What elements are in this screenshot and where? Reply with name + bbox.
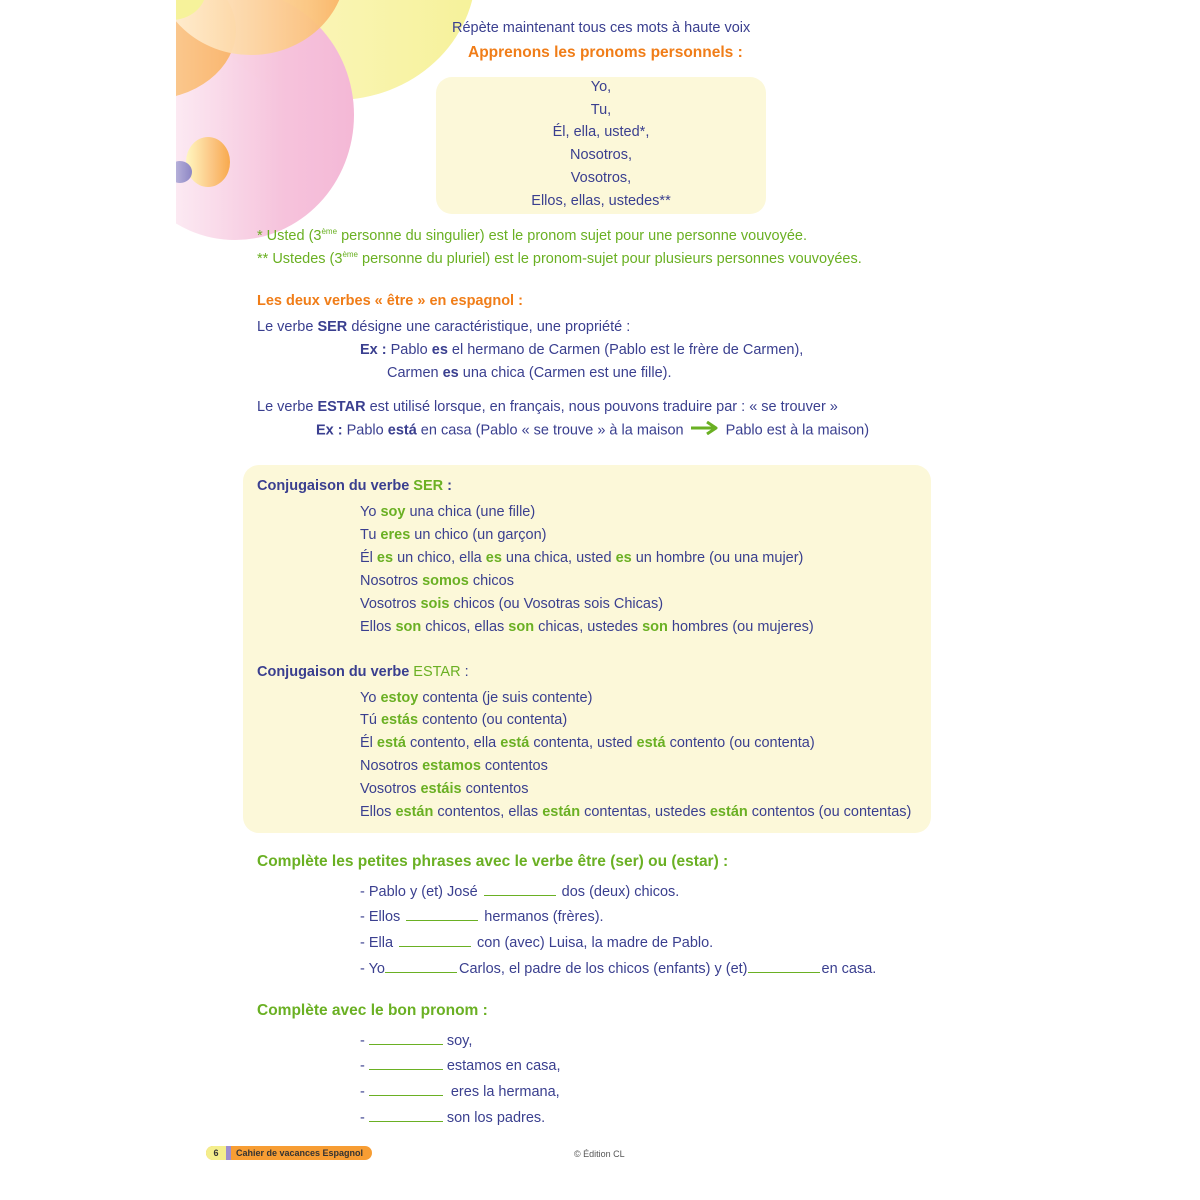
exercise1-item: - Yo Carlos, el padre de los chicos (enfants) y (et) en casa. bbox=[360, 961, 877, 977]
two-verbs-heading: Les deux verbes « être » en espagnol : bbox=[257, 293, 523, 309]
exercise1-item: - Ella con (avec) Luisa, la madre de Pablo. bbox=[360, 935, 714, 951]
conj-ser-line: Yo soy una chica (une fille) bbox=[360, 504, 536, 520]
ser-intro: Le verbe SER désigne une caractéristique, une propriété : bbox=[257, 319, 631, 335]
answer-blank[interactable] bbox=[369, 1032, 443, 1045]
estar-intro: Le verbe ESTAR est utilisé lorsque, en français, nous pouvons traduire par : « se trouver » bbox=[257, 399, 838, 415]
answer-blank[interactable] bbox=[369, 1109, 443, 1122]
answer-blank[interactable] bbox=[369, 1057, 443, 1070]
right-arrow-icon bbox=[690, 421, 720, 440]
answer-blank[interactable] bbox=[385, 960, 457, 973]
conj-estar-line: Tú estás contento (ou contenta) bbox=[360, 712, 568, 728]
exercise1-item: - Ellos hermanos (frères). bbox=[360, 909, 604, 925]
exercise2-item: - eres la hermana, bbox=[360, 1084, 560, 1100]
exercise2-heading: Complète avec le bon pronom : bbox=[257, 1002, 488, 1019]
decorative-bubble-small-orange bbox=[186, 137, 230, 187]
conj-ser-line: Él es un chico, ella es una chica, usted es un hombre (ou una mujer) bbox=[360, 550, 804, 566]
pronoun-line: Él, ella, usted*, bbox=[552, 124, 650, 140]
answer-blank[interactable] bbox=[484, 883, 556, 896]
exercise2-item: - soy, bbox=[360, 1033, 473, 1049]
exercise2-item: - son los padres. bbox=[360, 1110, 546, 1126]
conj-estar-line: Nosotros estamos contentos bbox=[360, 758, 548, 774]
exercise1-heading: Complète les petites phrases avec le verbe être (ser) ou (estar) : bbox=[257, 853, 729, 870]
footnote-ustedes: ** Ustedes (3ème personne du pluriel) est le pronom-sujet pour plusieurs personnes vouvoyées. bbox=[257, 250, 862, 267]
conj-ser-line: Nosotros somos chicos bbox=[360, 573, 514, 589]
answer-blank[interactable] bbox=[369, 1083, 443, 1096]
conj-estar-line: Vosotros estáis contentos bbox=[360, 781, 529, 797]
repeat-instruction: Répète maintenant tous ces mots à haute voix bbox=[452, 20, 751, 36]
pronoun-line: Nosotros, bbox=[569, 147, 633, 163]
footer-book-label bbox=[206, 1146, 372, 1160]
conjugation-box bbox=[243, 465, 931, 833]
conj-estar-line: Ellos están contentos, ellas están contentas, ustedes están contentos (ou contentas) bbox=[360, 804, 912, 820]
pronoun-line: Vosotros, bbox=[570, 170, 632, 186]
book-title: Cahier de vacances Espagnol bbox=[236, 1148, 364, 1158]
answer-blank[interactable] bbox=[406, 908, 478, 921]
conj-estar-title: Conjugaison du verbe ESTAR : bbox=[257, 664, 469, 680]
footnote-usted: * Usted (3ème personne du singulier) est le pronom sujet pour une personne vouvoyée. bbox=[257, 227, 807, 244]
conj-estar-line: Yo estoy contenta (je suis contente) bbox=[360, 690, 593, 706]
estar-example: Ex : Pablo está en casa (Pablo « se trouve » à la maison Pablo est à la maison) bbox=[316, 422, 870, 439]
conj-ser-line: Vosotros sois chicos (ou Vosotras sois Chicas) bbox=[360, 596, 664, 612]
conj-ser-line: Tu eres un chico (un garçon) bbox=[360, 527, 547, 543]
ser-example-1: Ex : Pablo es el hermano de Carmen (Pablo est le frère de Carmen), bbox=[360, 342, 804, 358]
pronoun-line: Ellos, ellas, ustedes** bbox=[531, 193, 671, 209]
ser-example-2: Carmen es una chica (Carmen est une fille). bbox=[387, 365, 672, 381]
copyright: © Édition CL bbox=[574, 1149, 625, 1159]
page-number: 6 bbox=[206, 1146, 226, 1160]
answer-blank[interactable] bbox=[748, 960, 820, 973]
pronoun-line: Yo, bbox=[590, 79, 612, 95]
conj-ser-line: Ellos son chicos, ellas son chicas, ustedes son hombres (ou mujeres) bbox=[360, 619, 814, 635]
conj-ser-title: Conjugaison du verbe SER : bbox=[257, 478, 452, 494]
footer-divider bbox=[226, 1146, 231, 1160]
conj-estar-line: Él está contento, ella está contenta, usted está contento (ou contenta) bbox=[360, 735, 815, 751]
pronoun-line: Tu, bbox=[590, 102, 612, 118]
answer-blank[interactable] bbox=[399, 934, 471, 947]
pronoun-box bbox=[436, 77, 766, 214]
pronouns-heading: Apprenons les pronoms personnels : bbox=[468, 44, 743, 61]
exercise2-item: - estamos en casa, bbox=[360, 1058, 561, 1074]
workbook-page bbox=[176, 0, 1024, 1200]
exercise1-item: - Pablo y (et) José dos (deux) chicos. bbox=[360, 884, 680, 900]
